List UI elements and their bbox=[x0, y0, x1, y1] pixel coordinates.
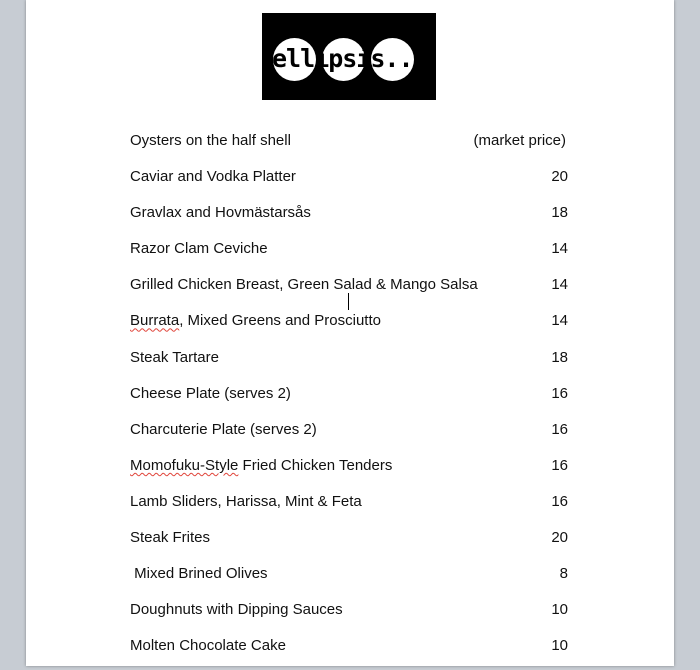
menu-item-name: Caviar and Vodka Platter bbox=[130, 168, 296, 186]
menu-item-name: Charcuterie Plate (serves 2) bbox=[130, 420, 317, 438]
menu-item-price: 20 bbox=[551, 168, 568, 186]
misspelled-word[interactable]: Momofuku-Style bbox=[130, 456, 239, 474]
menu-item-name: Cheese Plate (serves 2) bbox=[130, 384, 291, 402]
logo-text: ellipsis... bbox=[272, 44, 427, 73]
menu-item bbox=[130, 562, 568, 598]
menu-item bbox=[130, 454, 568, 490]
menu-item-price: 14 bbox=[551, 312, 568, 330]
misspelled-word[interactable]: Burrata bbox=[130, 312, 180, 330]
menu-item-name: Steak Tartare bbox=[130, 348, 219, 366]
menu-item-name: Mixed Brined Olives bbox=[130, 565, 268, 583]
menu-item-price: 16 bbox=[551, 420, 568, 438]
menu-item-price: 20 bbox=[551, 529, 568, 547]
menu-item bbox=[130, 634, 568, 670]
document-page[interactable] bbox=[26, 0, 674, 666]
menu-item-price: (market price) bbox=[473, 132, 566, 149]
menu-item-name bbox=[130, 312, 381, 329]
menu-item-name: Steak Frites bbox=[130, 529, 211, 547]
menu-item-price: 18 bbox=[551, 204, 568, 222]
menu-item bbox=[130, 418, 568, 454]
menu-item bbox=[130, 273, 568, 309]
menu-item-name: Oysters on the half shell bbox=[130, 132, 291, 149]
menu-item-price: 16 bbox=[551, 384, 568, 402]
menu-item-name: Lamb Sliders, Harissa, Mint & Feta bbox=[130, 492, 362, 510]
menu-item-name: Grilled Chicken Breast, Green Salad & Mango Salsa bbox=[130, 276, 478, 294]
text-cursor bbox=[348, 293, 349, 310]
menu-item bbox=[130, 526, 568, 562]
menu-item-name: Doughnuts with Dipping Sauces bbox=[130, 601, 343, 619]
menu-item-price: 18 bbox=[551, 348, 568, 366]
menu-item-name-rest: , Mixed Greens and Prosciutto bbox=[179, 312, 381, 330]
menu-item bbox=[130, 490, 568, 526]
menu-item bbox=[130, 129, 568, 165]
menu-item-name-rest: Fried Chicken Tenders bbox=[238, 456, 393, 474]
menu-item-name: Molten Chocolate Cake bbox=[130, 637, 286, 655]
menu-item-price: 16 bbox=[551, 456, 568, 474]
menu-item bbox=[130, 237, 568, 273]
menu-item bbox=[130, 598, 568, 634]
menu-list bbox=[130, 129, 568, 670]
menu-item-name: Gravlax and Hovmästarsås bbox=[130, 204, 311, 222]
menu-item bbox=[130, 201, 568, 237]
ellipsis-logo bbox=[262, 13, 436, 100]
menu-item-price: 8 bbox=[559, 565, 568, 583]
menu-item-name bbox=[130, 457, 392, 474]
menu-item-price: 10 bbox=[551, 637, 568, 655]
menu-item bbox=[130, 382, 568, 418]
menu-item-price: 14 bbox=[551, 276, 568, 294]
menu-item bbox=[130, 165, 568, 201]
menu-item bbox=[130, 309, 568, 345]
menu-item-name: Razor Clam Ceviche bbox=[130, 240, 268, 258]
menu-item-price: 16 bbox=[551, 492, 568, 510]
menu-item bbox=[130, 346, 568, 382]
menu-item-price: 14 bbox=[551, 240, 568, 258]
menu-item-price: 10 bbox=[551, 601, 568, 619]
